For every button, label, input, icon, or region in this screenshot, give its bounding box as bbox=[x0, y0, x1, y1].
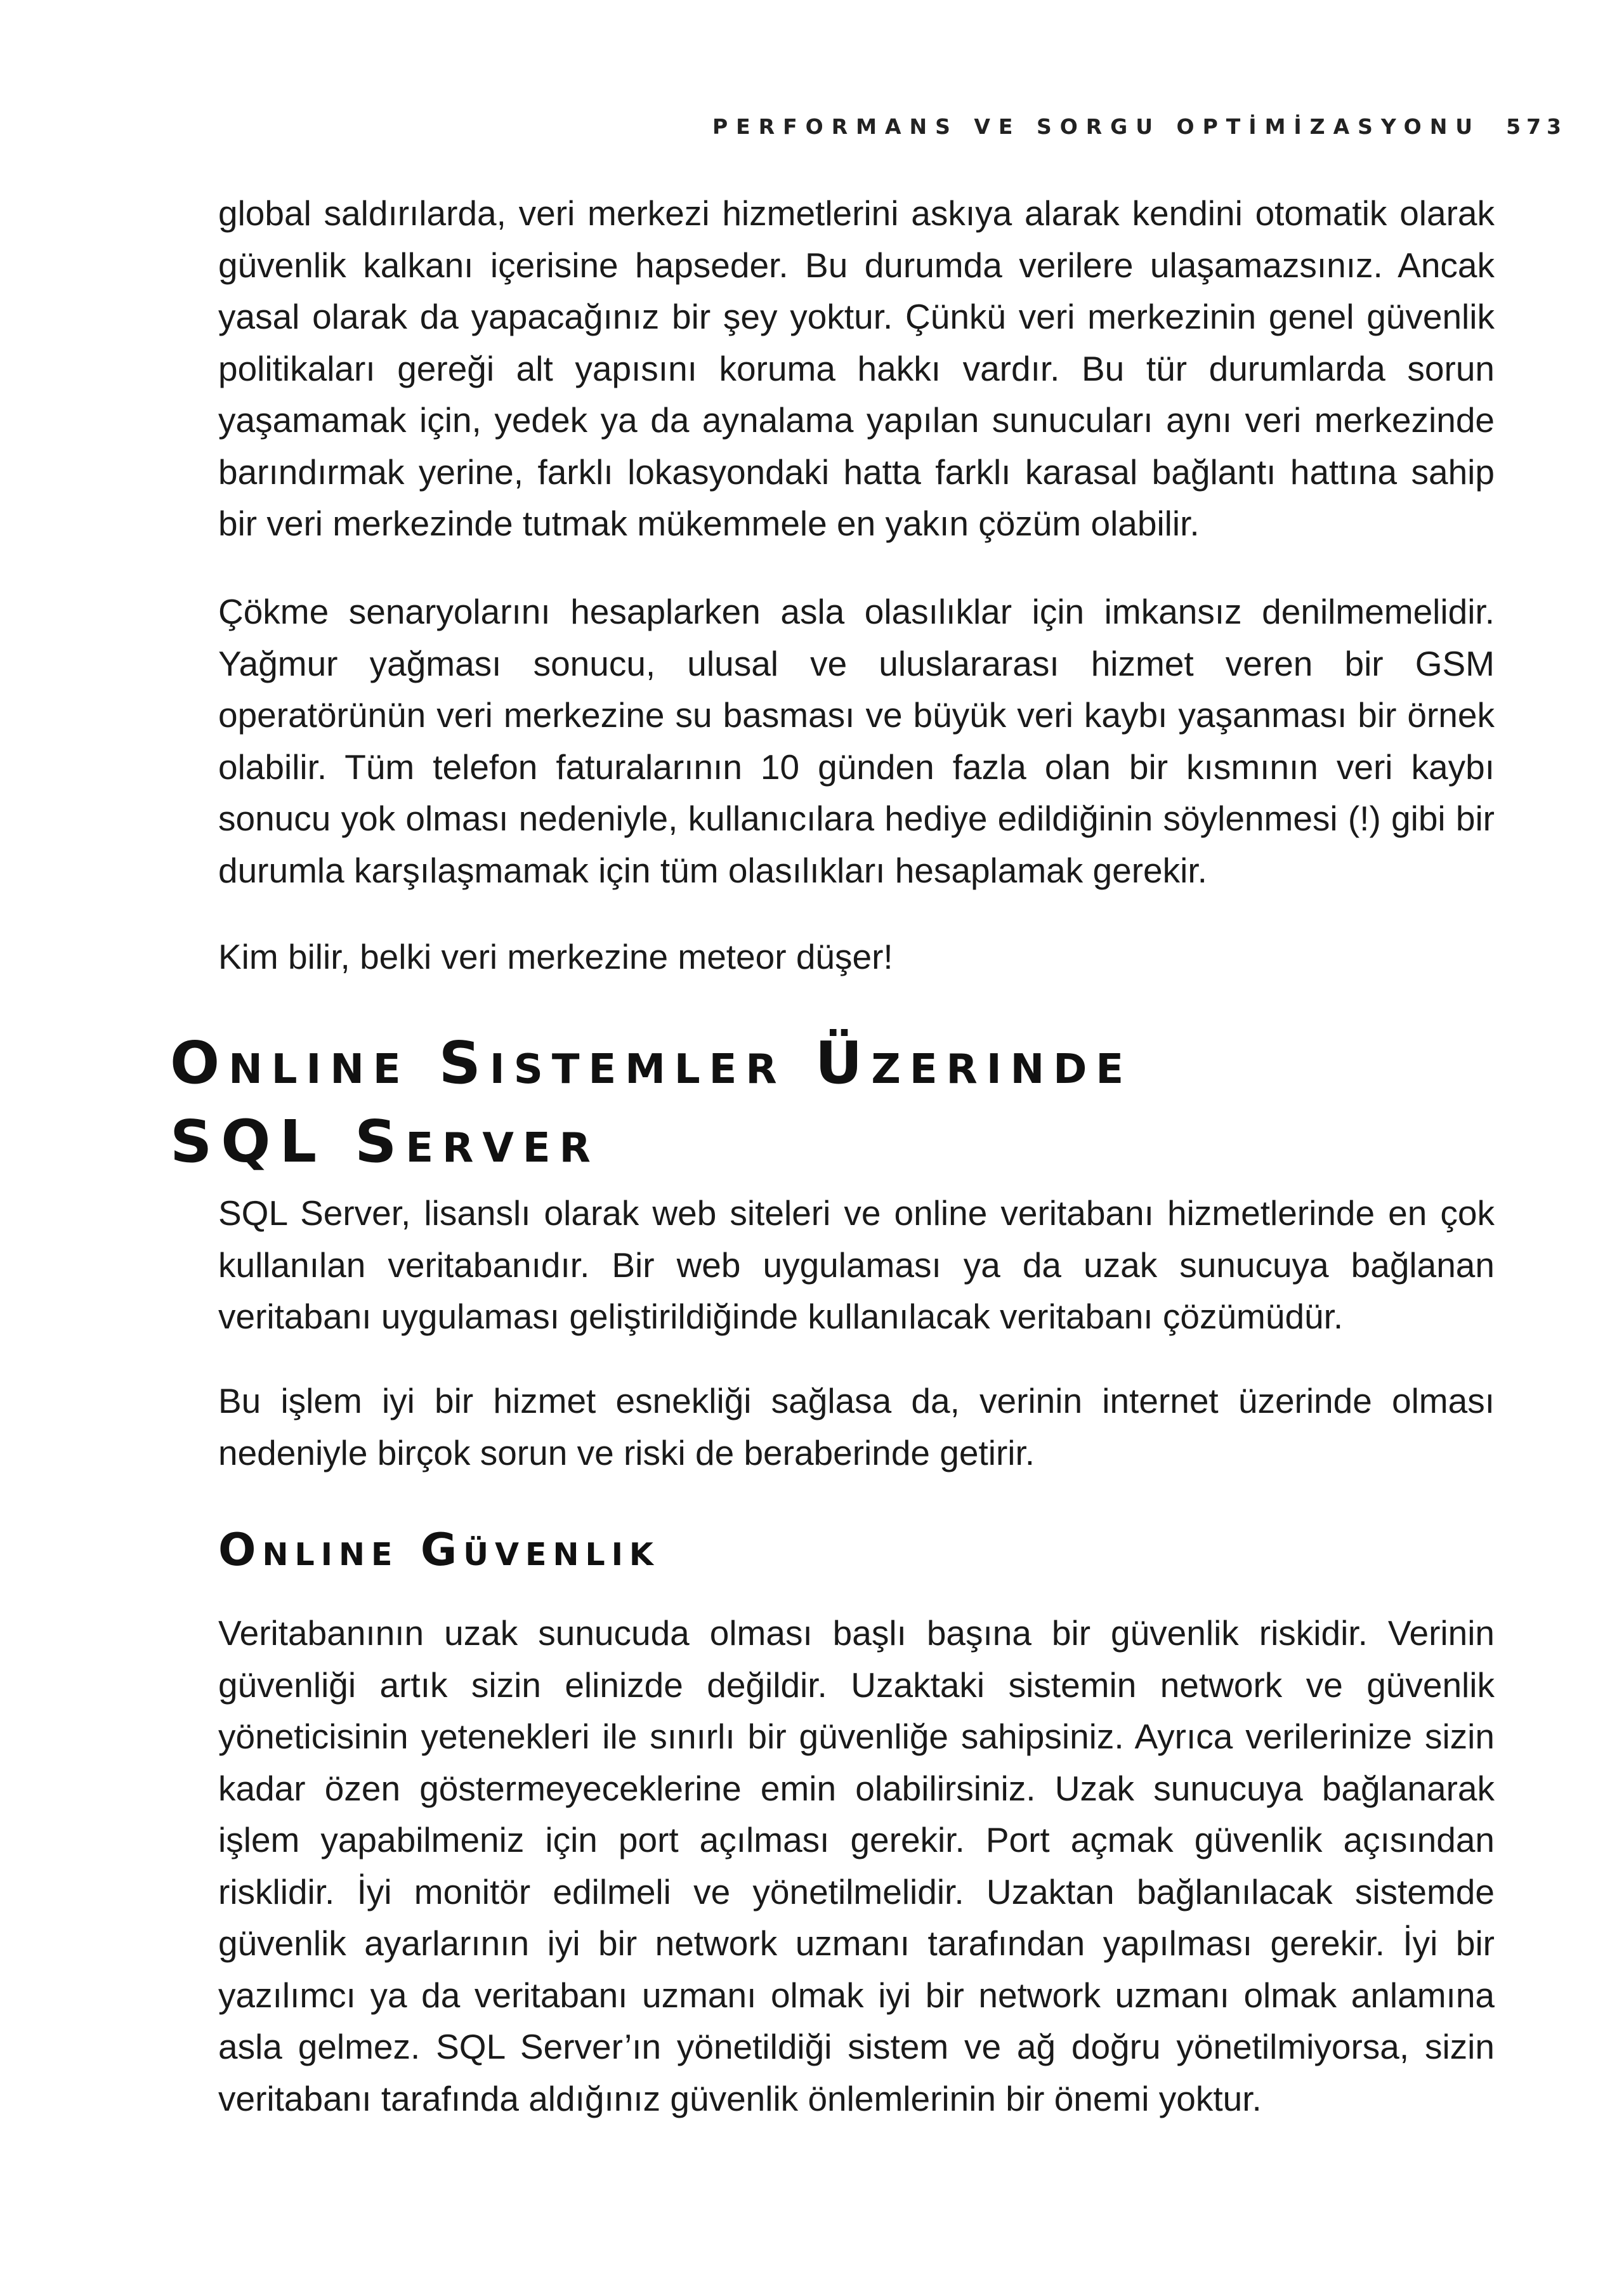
paragraph-sql-server-usage: SQL Server, lisanslı olarak web siteleri ve online veritabanı hizmetlerinde en çok kullanılan veritabanıdır. Bir web uygulaması ya da uzak sunucuya bağlanan veritabanı uygulaması geliştirildiğinde kullanılacak veritabanı çözümüdür. bbox=[218, 1193, 1495, 1336]
section-title-line2: SQL Server bbox=[170, 1108, 599, 1176]
running-title: PERFORMANS VE SORGU OPTİMİZASYONU bbox=[712, 114, 1481, 139]
section-title bbox=[170, 1024, 1566, 1181]
paragraph-online-security: Veritabanının uzak sunucuda olması başlı başına bir güvenlik riskidir. Verinin güvenliği artık sizin elinizde değildir. Uzaktaki sistemin network ve güvenlik yöneticisinin yetenekleri ile sınırlı bir güvenliğe sahipsiniz. Ayrıca verilerinize sizin kadar özen göstermeyeceklerine emin olabilirsiniz. Uzak sunucuya bağlanarak işlem yapabilmeniz için port açılması gerekir. Port açmak güvenlik açısından risklidir. İyi monitör edilmeli ve yönetilmelidir. Uzaktan bağlanılacak sistemde güvenlik ayarlarının iyi bir network uzmanı tarafından yapılması gerekir. İyi bir yazılımcı ya da veritabanı uzmanı olmak iyi bir network uzmanı olmak anlamına asla gelmez. SQL Server’ın yönetildiği sistem ve ağ doğru yönetilmiyorsa, sizin veritabanı tarafında aldığınız güvenlik önlemlerinin bir önemi yoktur. bbox=[218, 1613, 1495, 2118]
running-header bbox=[660, 114, 1567, 139]
paragraph-flexibility-risk: Bu işlem iyi bir hizmet esnekliği sağlasa da, verinin internet üzerinde olması nedeniyle birçok sorun ve riski de beraberinde getirir. bbox=[218, 1381, 1495, 1472]
page-number: 573 bbox=[1506, 114, 1567, 139]
paragraph-meteor: Kim bilir, belki veri merkezine meteor düşer! bbox=[218, 937, 893, 976]
subsection-title: Online Güvenlik bbox=[218, 1524, 660, 1576]
paragraph-datacenter-security: global saldırılarda, veri merkezi hizmetlerini askıya alarak kendini otomatik olarak güvenlik kalkanı içerisine hapseder. Bu durumda verilere ulaşamazsınız. Ancak yasal olarak da yapacağınız bir şey yoktur. Çünkü veri merkezinin genel güvenlik politikaları gereği alt yapısını koruma hakkı vardır. Bu tür durumlarda sorun yaşamamak için, yedek ya da aynalama yapılan sunucuları aynı veri merkezinde barındırmak yerine, farklı lokasyondaki hatta farklı karasal bağlantı hattına sahip bir veri merkezinde tutmak mükemmele en yakın çözüm olabilir. bbox=[218, 193, 1495, 543]
section-title-line1: Online Sistemler Üzerinde bbox=[170, 1029, 1133, 1097]
paragraph-crash-scenarios: Çökme senaryolarını hesaplarken asla olasılıklar için imkansız denilmemelidir. Yağmur yağması sonucu, ulusal ve uluslararası hizmet veren bir GSM operatörünün veri merkezine su basması ve büyük veri kaybı yaşanması bir örnek olabilir. Tüm telefon faturalarının 10 günden fazla olan bir kısmının veri kaybı sonucu yok olması nedeniyle, kullanıcılara hediye edildiğinin söylenmesi (!) gibi bir durumla karşılaşmamak için tüm olasılıkları hesaplamak gerekir. bbox=[218, 592, 1495, 890]
